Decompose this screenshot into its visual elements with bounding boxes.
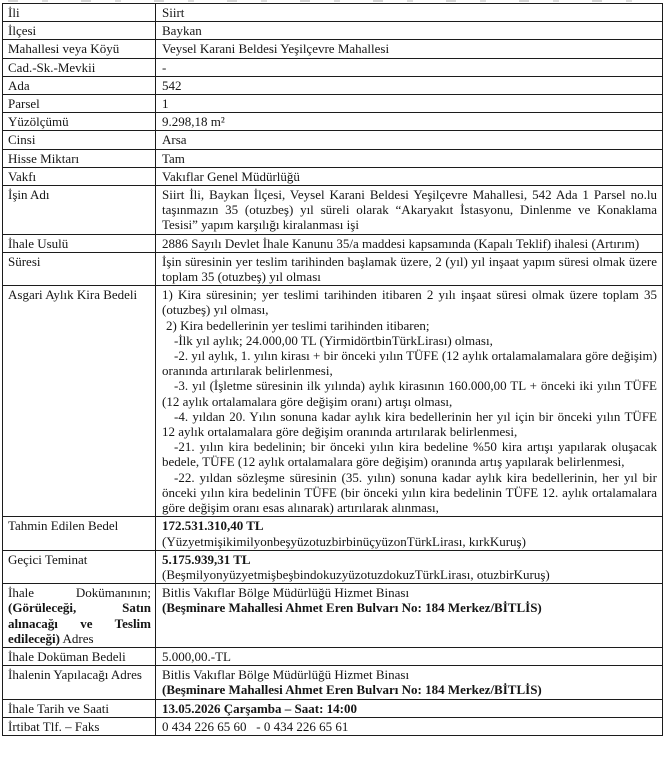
row-label-cell: [3, 113, 156, 130]
row-label-cell: [3, 150, 156, 167]
row-value-cell: [156, 113, 662, 130]
cell-text-bold-segment: 5.175.939,31 TL: [162, 551, 251, 567]
cell-text-segment: Adres: [59, 630, 94, 646]
cell-text: [8, 649, 151, 664]
cell-text-segment: Süresi: [8, 253, 41, 269]
cell-text: [8, 60, 151, 75]
row-label-cell: [3, 517, 156, 549]
cell-text-segment: Parsel: [8, 96, 40, 112]
row-label-cell: [3, 584, 156, 647]
cell-text: [162, 439, 657, 469]
cell-text-segment: İhale Usulü: [8, 235, 69, 251]
cell-text: [162, 23, 657, 38]
cell-text: [162, 649, 657, 664]
cell-text-segment: 9.298,18 m²: [162, 114, 225, 130]
row-label-cell: [3, 95, 156, 112]
cell-text: [162, 151, 657, 166]
row-label-cell: [3, 77, 156, 94]
cell-text-segment: Veysel Karani Beldesi Yeşilçevre Mahallesi: [162, 41, 390, 57]
row-value-cell: [156, 77, 662, 94]
cell-text-segment: (BeşmilyonyüzyetmişbeşbindokuzyüzotuzdokuzTürkLirası, otuzbirKuruş): [162, 566, 550, 582]
cell-text: [162, 318, 657, 333]
row-value-cell: [156, 150, 662, 167]
cell-text: [162, 600, 657, 615]
row-value-cell: [156, 22, 662, 39]
cell-text-segment: İli: [8, 5, 20, 20]
cell-text-segment: -2. yıl aylık, 1. yılın kirası + bir önceki yılın TÜFE (12 aylık ortalamalamalara göre değişim) oranında artırılarak belirlenmesi,: [162, 348, 657, 379]
cell-text: [8, 287, 151, 302]
cell-text-segment: 1: [162, 96, 169, 112]
table-row: [3, 666, 662, 699]
cell-text: [162, 667, 657, 682]
row-label-cell: [3, 59, 156, 76]
tender-info-table: [2, 3, 663, 736]
cell-text: [162, 236, 657, 251]
cell-text: [8, 254, 151, 269]
cell-text: [162, 518, 657, 533]
cell-text: [162, 378, 657, 408]
cell-text: [162, 114, 657, 129]
row-value-cell: [156, 4, 662, 21]
cell-text: [8, 518, 151, 533]
cell-text: [8, 701, 151, 716]
cell-text-segment: -4. yıldan 20. Yılın sonuna kadar aylık kira bedellerinin her yıl için bir önceki yılın TÜFE 12 aylık ortalamalara göre değişim oranında artırılarak belirlenmesi,: [162, 408, 657, 440]
cell-text-segment: Asgari Aylık Kira Bedeli: [8, 287, 138, 303]
table-row: [3, 95, 662, 113]
row-label-cell: [3, 40, 156, 57]
table-row: [3, 253, 662, 286]
row-label-cell: [3, 131, 156, 148]
table-row: [3, 150, 662, 168]
table-row: [3, 551, 662, 584]
cell-text-segment: Bitlis Vakıflar Bölge Müdürlüğü Hizmet Binası: [162, 667, 410, 683]
cell-text: [162, 5, 657, 20]
cell-text-segment: İhale Tarih ve Saati: [8, 700, 110, 716]
cell-text-bold-segment: (Beşminare Mahallesi Ahmet Eren Bulvarı No: 184 Merkez/BİTLİS): [162, 682, 542, 698]
table-row: [3, 77, 662, 95]
cell-text: [162, 96, 657, 111]
cell-text: [8, 719, 151, 734]
cell-text: [162, 348, 657, 378]
row-label-cell: [3, 22, 156, 39]
table-row: [3, 517, 662, 550]
table-row: [3, 286, 662, 517]
cell-text: [162, 585, 657, 600]
cell-text-segment: Tam: [162, 150, 185, 166]
row-label-cell: [3, 648, 156, 665]
cell-text: [8, 78, 151, 93]
cell-text-segment: 1) Kira süresinin; yer teslimi tarihinden itibaren 2 yılı inşaat süresi olmak üzere toplam 35 (otuzbeş) yıl olması,: [162, 287, 657, 318]
row-label-cell: [3, 4, 156, 21]
row-value-cell: [156, 286, 662, 516]
row-value-cell: [156, 59, 662, 76]
row-label-cell: [3, 168, 156, 185]
cell-text-segment: İlçesi: [8, 23, 37, 39]
row-value-cell: [156, 235, 662, 252]
row-label-cell: [3, 718, 156, 735]
cell-text-bold-segment: 172.531.310,40 TL: [162, 518, 264, 534]
cell-text-segment: 542: [162, 77, 182, 93]
cell-text: [162, 60, 657, 75]
cell-text-bold-segment: 13.05.2026 Çarşamba – Saat: 14:00: [162, 700, 357, 716]
cell-text: [8, 96, 151, 111]
cell-text-segment: -21. yılın kira bedelinin; bir önceki yılın kira bedeline %50 kira artışı yapılarak oluşacak bedele, TÜFE (12 aylık ortalamalara göre değişim) oranında artış yapılarak belirlenmesi,: [162, 439, 657, 470]
cell-text: [8, 187, 151, 202]
row-value-cell: [156, 718, 662, 735]
cell-text: [162, 701, 657, 716]
cell-text-segment: Vakfı: [8, 168, 37, 184]
row-value-cell: [156, 131, 662, 148]
cell-text-segment: Siirt İli, Baykan İlçesi, Veysel Karani Beldesi Yeşilçevre Mahallesi, 542 Ada 1 Parsel no.lu taşınmazın 35 (otuzbeş) yıl süreli olarak “Akaryakıt İstasyonu, Dinlenme ve Konaklama Tesisi” yapım karşılığı kiralanması işi: [162, 187, 657, 233]
table-row: [3, 186, 662, 235]
cell-text: [162, 552, 657, 567]
cell-text-bold-segment: (Beşminare Mahallesi Ahmet Eren Bulvarı No: 184 Merkez/BİTLİS): [162, 600, 542, 616]
row-label-cell: [3, 666, 156, 698]
table-row: [3, 40, 662, 58]
cell-text: [162, 719, 657, 734]
cell-text: [8, 151, 151, 166]
row-label-cell: [3, 551, 156, 583]
cell-text: [162, 169, 657, 184]
table-row: [3, 113, 662, 131]
cell-text: [8, 552, 151, 567]
cell-text: [8, 114, 151, 129]
cell-text: [8, 41, 151, 56]
table-row: [3, 700, 662, 718]
cell-text: [162, 254, 657, 284]
table-row: [3, 59, 662, 77]
row-label-cell: [3, 186, 156, 234]
row-value-cell: [156, 95, 662, 112]
cell-text-segment: İşin süresinin yer teslim tarihinden başlamak üzere, 2 (yıl) yıl inşaat yapım süresi olmak üzere toplam 35 (otuzbeş) yıl olması: [162, 253, 657, 285]
cell-text: [8, 132, 151, 147]
row-value-cell: [156, 700, 662, 717]
cell-text: [8, 236, 151, 251]
cell-text-segment: -İlk yıl aylık; 24.000,00 TL (YirmidörtbinTürkLirası) olması,: [174, 332, 493, 348]
cell-text-segment: Yüzölçümü: [8, 114, 69, 130]
table-row: [3, 4, 662, 22]
cell-text: [162, 567, 657, 582]
row-value-cell: [156, 40, 662, 57]
cell-text-segment: 0 434 226 65 60 - 0 434 226 65 61: [162, 718, 349, 734]
cell-text: [162, 187, 657, 233]
table-row: [3, 648, 662, 666]
row-label-cell: [3, 235, 156, 252]
cell-text-segment: (YüzyetmişikimilyonbeşyüzotuzbirbinüçyüzonTürkLirası, kırkKuruş): [162, 533, 526, 549]
cell-text: [162, 41, 657, 56]
cell-text: [8, 5, 151, 20]
cell-text: [162, 682, 657, 697]
cell-text-segment: 5.000,00.-TL: [162, 648, 231, 664]
cell-text-segment: Vakıflar Genel Müdürlüğü: [162, 168, 300, 184]
cell-text-segment: -3. yıl (İşletme süresinin ilk yılında) aylık kirasının 160.000,00 TL + önceki iki yılın TÜFE (12 aylık ortalamalara göre değişim oranı) artışı olması,: [162, 378, 657, 409]
cell-text-segment: Mahallesi veya Köyü: [8, 41, 120, 57]
cell-text-segment: Bitlis Vakıflar Bölge Müdürlüğü Hizmet Binası: [162, 585, 410, 601]
cell-text: [162, 534, 657, 549]
cell-text: [8, 667, 151, 682]
cell-text-segment: İrtibat Tlf. – Faks: [8, 718, 100, 734]
cell-text: [8, 169, 151, 184]
cell-text: [162, 470, 657, 516]
cell-text-segment: İhale Dokümanının;: [8, 585, 151, 601]
cell-text: [162, 78, 657, 93]
row-label-cell: [3, 253, 156, 285]
cell-text-segment: Ada: [8, 77, 30, 93]
cell-text-segment: -22. yıldan sözleşme süresinin (35. yılın) sonuna kadar aylık kira bedellerinin, her yıl bir önceki yılın kira bedelinin TÜFE (bir önceki yılın kira bedelinin TÜFE 12. aylık ortalamalara göre değişim oranı esas alınarak) artırılarak alınması,: [162, 469, 657, 516]
row-label-cell: [3, 286, 156, 516]
table-row: [3, 584, 662, 648]
cell-text: [162, 132, 657, 147]
row-value-cell: [156, 584, 662, 647]
cell-text-segment: -: [162, 59, 167, 75]
cell-text-segment: Arsa: [162, 132, 187, 148]
cell-text: [162, 287, 657, 317]
table-row: [3, 168, 662, 186]
cell-text-segment: Geçici Teminat: [8, 551, 88, 567]
cell-text-segment: İşin Adı: [8, 187, 50, 203]
row-value-cell: [156, 168, 662, 185]
row-value-cell: [156, 517, 662, 549]
cell-text-segment: Baykan: [162, 23, 202, 39]
cell-text-segment: Tahmin Edilen Bedel: [8, 518, 119, 534]
row-value-cell: [156, 648, 662, 665]
table-row: [3, 235, 662, 253]
cell-text: [8, 585, 151, 646]
row-value-cell: [156, 551, 662, 583]
cell-text-segment: 2) Kira bedellerinin yer teslimi tarihinden itibaren;: [166, 317, 430, 333]
row-value-cell: [156, 666, 662, 698]
cell-text-bold-segment: (Görüleceği, Satın alınacağı ve Teslim edileceği): [8, 600, 151, 646]
cell-text: [162, 409, 657, 439]
cell-text-segment: İhale Doküman Bedeli: [8, 648, 126, 664]
row-value-cell: [156, 186, 662, 234]
cell-text-segment: Cinsi: [8, 132, 36, 148]
row-value-cell: [156, 253, 662, 285]
cell-text-segment: Siirt: [162, 5, 185, 20]
cell-text: [8, 23, 151, 38]
cell-text-segment: 2886 Sayılı Devlet İhale Kanunu 35/a maddesi kapsamında (Kapalı Teklif) ihalesi (Artırım): [162, 235, 640, 251]
clipped-text-artifact: [8, 0, 661, 2]
cell-text: [162, 333, 657, 348]
cell-text-segment: Cad.-Sk.-Mevkii: [8, 59, 96, 75]
cell-text-segment: Hisse Miktarı: [8, 150, 80, 166]
cell-text-segment: İhalenin Yapılacağı Adres: [8, 667, 142, 683]
table-row: [3, 131, 662, 149]
table-row: [3, 718, 662, 735]
row-label-cell: [3, 700, 156, 717]
table-row: [3, 22, 662, 40]
